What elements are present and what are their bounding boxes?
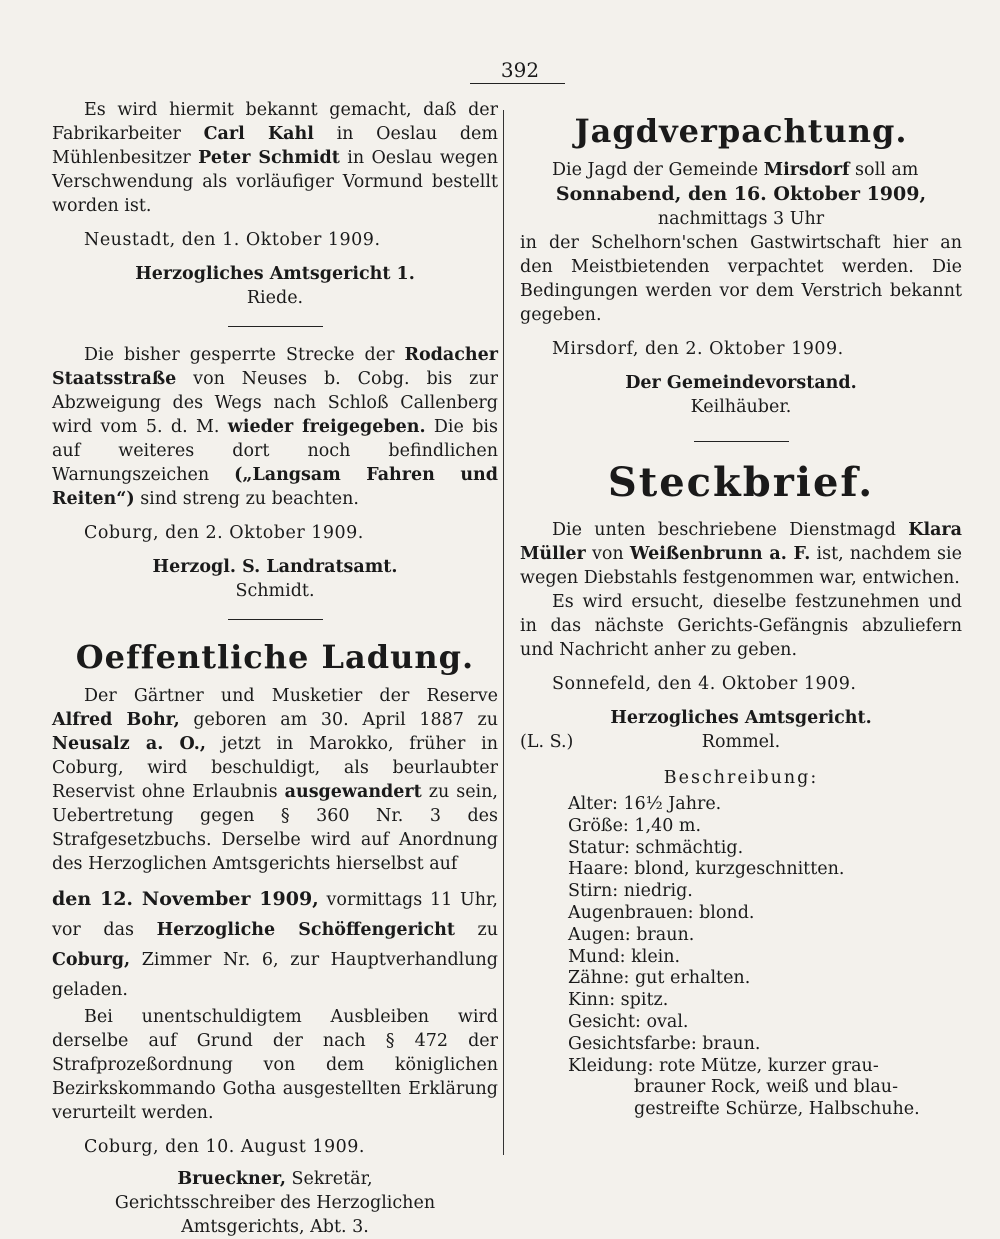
description-title: Beschreibung: [663,768,819,788]
section-rule [228,619,323,620]
road-name: Rodacher Staatsstraße [52,345,498,389]
notice-road-reopening [52,343,498,603]
text: in Oeslau dem Mühlenbesitzer [52,124,498,168]
text: Der Gärtner und Musketier der Reserve [84,686,498,706]
section-rule [228,326,323,327]
description-item: Haare: blond, kurzgeschnitten. [568,859,845,880]
notice-wanted [520,458,962,1121]
text: ist, nachdem sie wegen Diebstahls festgenommen war, entwichen. [520,544,962,588]
signer: Keilhäuber. [690,397,792,417]
dateline: Coburg, den 2. Oktober 1909. [84,523,364,543]
dateline: Coburg, den 10. August 1909. [84,1137,365,1157]
notice-hunting-lease [520,110,962,419]
person-name: Peter Schmidt [198,148,340,168]
text: sind streng zu beachten. [134,489,359,509]
hearing-date: den 12. November 1909, [52,888,319,910]
signer-title: Sekretär, [285,1169,373,1189]
notice-guardianship-body [52,98,498,218]
description-item-continued: gestreifte Schürze, Halbschuhe. [634,1099,920,1120]
summons-date-paragraph [52,884,498,1005]
signer-row [520,730,962,754]
text: zu sein, Uebertretung gegen § 360 Nr. 3 des Strafgesetzbuchs. Derselbe wird auf Anordnung des Herzoglichen Amtsgerichts hierselbst auf [52,782,498,874]
signer: Schmidt. [235,581,315,601]
section-rule [694,441,789,442]
text: Die bis auf weiteres dort noch befindlichen Warnungszeichen [52,417,498,485]
description-item-continued: brauner Rock, weiß und blau- [634,1077,898,1098]
text: von Neuses b. Cobg. bis zur Abzweigung des Wegs nach Schloß Callenberg wird vom 5. d. M. [52,369,498,437]
description-item: Mund: klein. [568,946,681,967]
court-name: Herzogliche Schöffengericht [156,920,455,940]
notice-public-summons [52,636,498,1239]
description-item: Augen: braun. [568,924,695,945]
page-number: 392 [500,58,540,82]
dateline: Sonnefeld, den 4. Oktober 1909. [552,674,857,694]
wanted-request: Es wird ersucht, dieselbe festzunehmen und in das nächste Gerichts-Gefängnis abzuliefern und Nachricht anher zu geben. [520,592,962,660]
left-column [52,98,498,1239]
person-name: Alfred Bohr, [52,710,180,730]
description-item: Stirn: niedrig. [568,881,693,902]
description-item: Kinn: spitz. [568,990,669,1011]
wanted-body [520,518,962,590]
village-name: Mirsdorf [763,160,850,180]
text: geboren am 30. April 1887 zu [179,710,498,730]
issuing-authority: Herzogl. S. Landratsamt. [152,557,398,577]
description-list [568,794,962,1121]
person-name: Klara Müller [520,520,962,564]
column-divider [503,110,504,1155]
person-name: Carl Kahl [203,124,314,144]
signer-name: Brueckner, [177,1169,286,1189]
lease-body-line1 [520,158,962,182]
lease-date [520,182,962,207]
text: zu [454,920,498,940]
emphasis: („Langsam Fahren und Reiten“) [52,465,498,509]
description-item: Gesicht: oval. [568,1011,689,1032]
issuing-authority: Herzogliches Amtsgericht. [610,708,872,728]
text: soll am [849,160,919,180]
summons-consequence: Bei unentschuldigtem Ausbleiben wird derselbe auf Grund der nach § 472 der Strafprozeßordnung von dem königlichen Bezirkskommando Gotha ausgestellten Erklärung verurteilt werden. [52,1007,498,1123]
right-column [520,108,962,1121]
emphasis: wieder freigegeben. [227,417,426,437]
section-heading: Oeffentliche Ladung. [75,638,475,676]
signer [52,1167,498,1191]
signer-office: Gerichtsschreiber des Herzoglichen Amtsgerichts, Abt. 3. [114,1193,436,1237]
place-name: Weißenbrunn a. F. [629,544,811,564]
issuing-authority: Herzogliches Amtsgericht 1. [135,264,415,284]
description-item: Zähne: gut erhalten. [568,968,751,989]
lease-body: in der Schelhorn'schen Gastwirtschaft hier an den Meistbietenden verpachtet werden. Die Bedingungen werden vor dem Verstrich bekannt gegeben. [520,233,962,325]
dateline: Mirsdorf, den 2. Oktober 1909. [552,339,844,359]
text: Die unten beschriebene Dienstmagd [552,520,909,540]
lease-time: nachmittags 3 Uhr [657,209,825,229]
signer: Rommel. [701,732,781,752]
place-name: Neusalz a. O., [52,734,206,754]
emphasis: ausgewandert [284,782,422,802]
text: jetzt in Marokko, früher in Coburg, wird beschuldigt, als beurlaubter Reservist ohne Erlaubnis [52,734,498,802]
text: Es wird hiermit bekannt gemacht, daß der Fabrikarbeiter [52,100,498,144]
lease-date-bold: Sonnabend, den 16. Oktober 1909, [555,183,927,205]
text: Die bisher gesperrte Strecke der [84,345,405,365]
section-heading: Jagdverpachtung. [574,112,908,150]
description-item: Gesichtsfarbe: braun. [568,1033,761,1054]
summons-body [52,684,498,876]
notice-road-body [52,343,498,511]
seal-mark: (L. S.) [520,732,574,752]
text: Die Jagd der Gemeinde [552,160,764,180]
description-item: Statur: schmächtig. [568,837,744,858]
description-item: Alter: 16½ Jahre. [568,794,722,814]
text: Zimmer Nr. 6, zur Hauptverhandlung geladen. [52,950,498,1000]
dateline: Neustadt, den 1. Oktober 1909. [84,230,381,250]
page-number-rule [470,83,565,84]
signer: Riede. [246,288,304,308]
description-item: Augenbrauen: blond. [568,902,755,923]
text: vormittags 11 Uhr, vor das [52,890,498,940]
section-heading: Steckbrief. [607,459,875,506]
description-item: Größe: 1,40 m. [568,815,702,836]
text: von [585,544,630,564]
issuing-authority: Der Gemeindevorstand. [625,373,857,393]
notice-guardianship [52,98,498,310]
text: in Oeslau wegen Verschwendung als vorläufiger Vormund bestellt worden ist. [52,148,498,216]
description-item: Kleidung: rote Mütze, kurzer grau- [568,1055,879,1076]
city-name: Coburg, [52,950,131,970]
